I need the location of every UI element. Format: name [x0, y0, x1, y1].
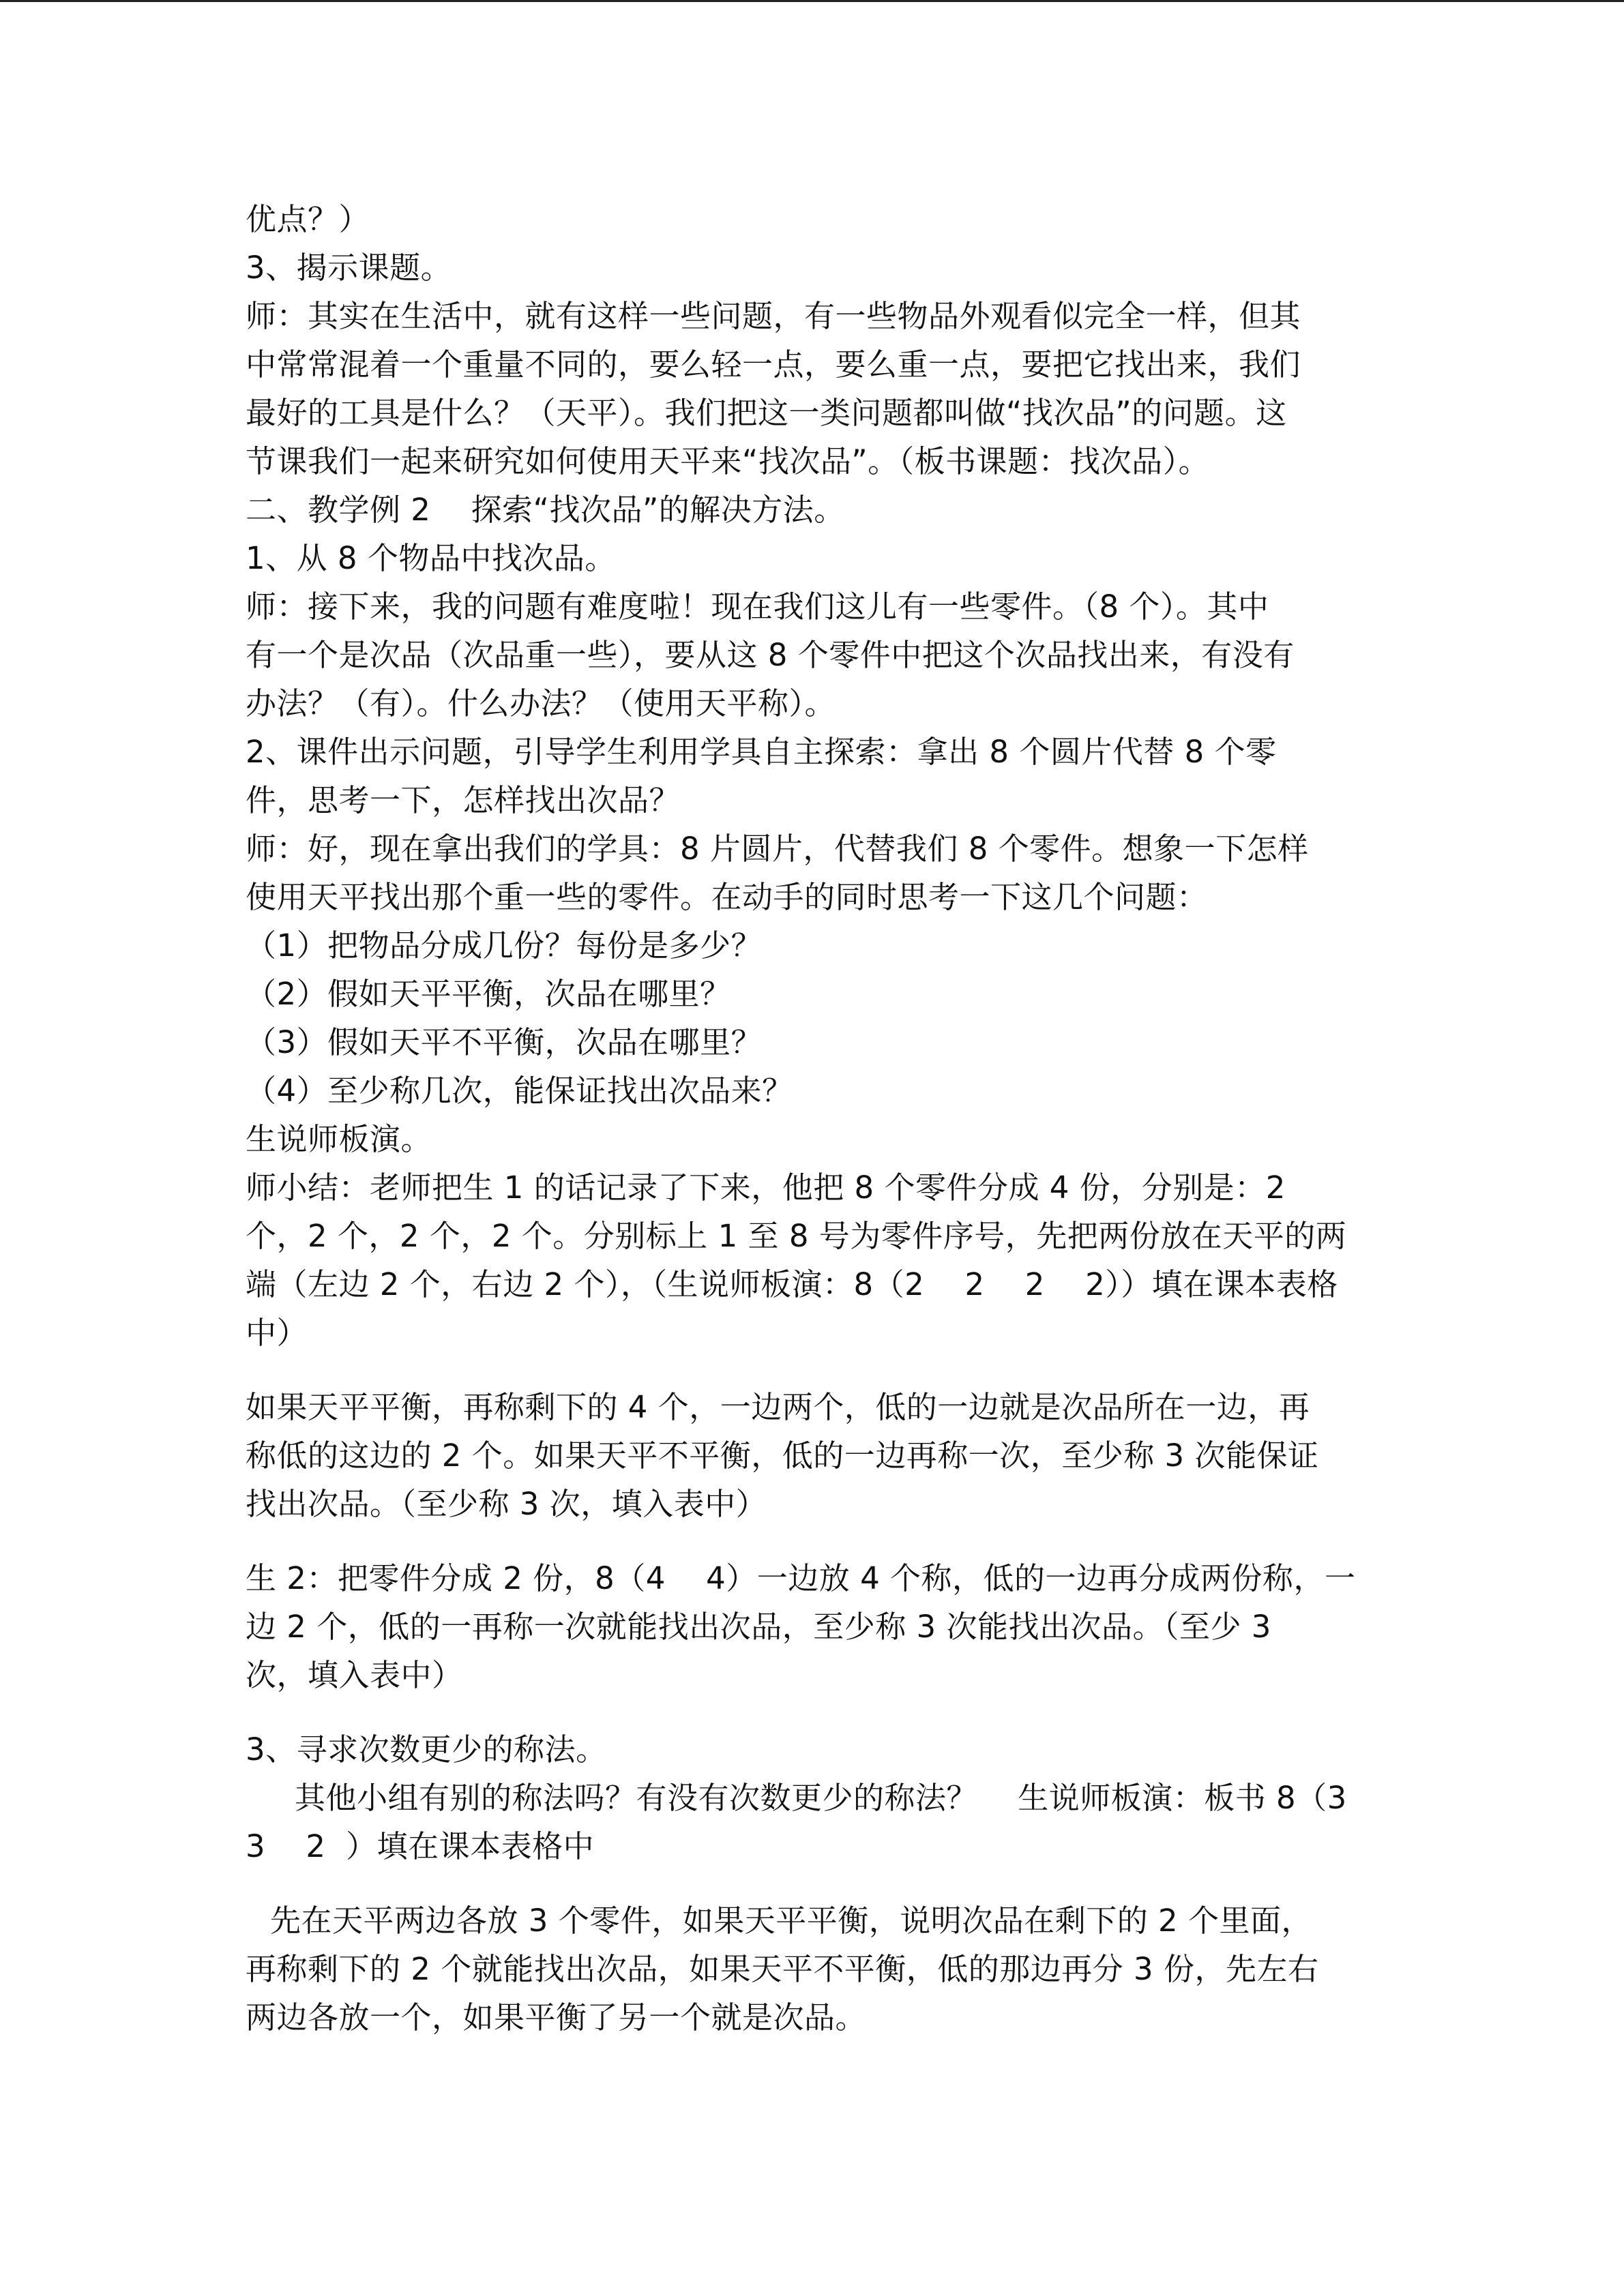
text-line: 如果天平平衡，再称剩下的 4 个，一边两个，低的一边就是次品所在一边，再 [246, 1389, 1310, 1425]
text-line: 端（左边 2 个，右边 2 个），（生说师板演：8（2 2 2 2））填在课本表格 [246, 1266, 1338, 1302]
text-line: 师：好，现在拿出我们的学具：8 片圆片，代替我们 8 个零件。想象一下怎样 [246, 831, 1309, 867]
text-line: 节课我们一起来研究如何使用天平来“找次品”。（板书课题：找次品）。 [246, 443, 1210, 479]
text-line: 优点？） [246, 201, 370, 237]
question-item: （1）把物品分成几份？每份是多少？ [246, 927, 763, 964]
text-line: 生说师板演。 [246, 1121, 432, 1157]
section-heading: 二、教学例 2 探索“找次品”的解决方法。 [246, 492, 845, 528]
text-line: 件，思考一下，怎样找出次品？ [246, 782, 681, 818]
section-heading: 3、揭示课题。 [246, 250, 452, 286]
document-body [246, 195, 1385, 2042]
text-line: 两边各放一个，如果平衡了另一个就是次品。 [246, 1999, 867, 2036]
text-line: 称低的这边的 2 个。如果天平不平衡，低的一边再称一次，至少称 3 次能保证 [246, 1437, 1319, 1474]
paragraph-gap [246, 1528, 1385, 1554]
text-line: 3 2 ）填在课本表格中 [246, 1828, 595, 1864]
text-line: 其他小组有别的称法吗？有没有次数更少的称法？ 生说师板演：板书 8（3 [295, 1780, 1347, 1816]
text-line: 师：接下来，我的问题有难度啦！现在我们这儿有一些零件。（8 个）。其中 [246, 588, 1269, 625]
text-line: 师：其实在生活中，就有这样一些问题，有一些物品外观看似完全一样，但其 [246, 298, 1301, 334]
text-line: 最好的工具是什么？（天平）。我们把这一类问题都叫做“找次品”的问题。这 [246, 395, 1287, 431]
text-line: 中） [246, 1315, 308, 1351]
paragraph-gap [246, 1357, 1385, 1383]
text-line: 使用天平找出那个重一些的零件。在动手的同时思考一下这几个问题： [246, 879, 1208, 915]
text-line: 再称剩下的 2 个就能找出次品，如果天平不平衡，低的那边再分 3 份，先左右 [246, 1951, 1319, 1987]
section-heading: 3、寻求次数更少的称法。 [246, 1731, 607, 1768]
section-heading: 2、课件出示问题，引导学生利用学具自主探索：拿出 8 个圆片代替 8 个零 [246, 734, 1277, 770]
question-item: （2）假如天平平衡，次品在哪里？ [246, 976, 731, 1012]
paragraph-gap [246, 1870, 1385, 1896]
text-line: 中常常混着一个重量不同的，要么轻一点，要么重一点，要把它找出来，我们 [246, 346, 1301, 383]
paragraph-gap [246, 1699, 1385, 1725]
question-item: （4）至少称几次，能保证找出次品来？ [246, 1073, 793, 1109]
text-line: 边 2 个，低的一再称一次就能找出次品，至少称 3 次能找出次品。（至少 3 [246, 1609, 1271, 1645]
text-line: 有一个是次品（次品重一些），要从这 8 个零件中把这个次品找出来，有没有 [246, 637, 1295, 673]
text-line: 个，2 个，2 个，2 个。分别标上 1 至 8 号为零件序号，先把两份放在天平的两 [246, 1218, 1347, 1254]
text-line: 生 2：把零件分成 2 份，8（4 4）一边放 4 个称，低的一边再分成两份称，一 [246, 1560, 1356, 1596]
text-line: 师小结：老师把生 1 的话记录了下来，他把 8 个零件分成 4 份，分别是：2 [246, 1169, 1286, 1206]
question-item: （3）假如天平不平衡，次品在哪里？ [246, 1024, 763, 1060]
text-line: 先在天平两边各放 3 个零件，如果天平平衡，说明次品在剩下的 2 个里面， [270, 1903, 1312, 1939]
section-heading: 1、从 8 个物品中找次品。 [246, 540, 616, 576]
text-line: 办法？（有）。什么办法？（使用天平称）。 [246, 685, 836, 721]
text-line: 次，填入表中） [246, 1657, 463, 1693]
text-line: 找出次品。（至少称 3 次，填入表中） [246, 1486, 767, 1522]
